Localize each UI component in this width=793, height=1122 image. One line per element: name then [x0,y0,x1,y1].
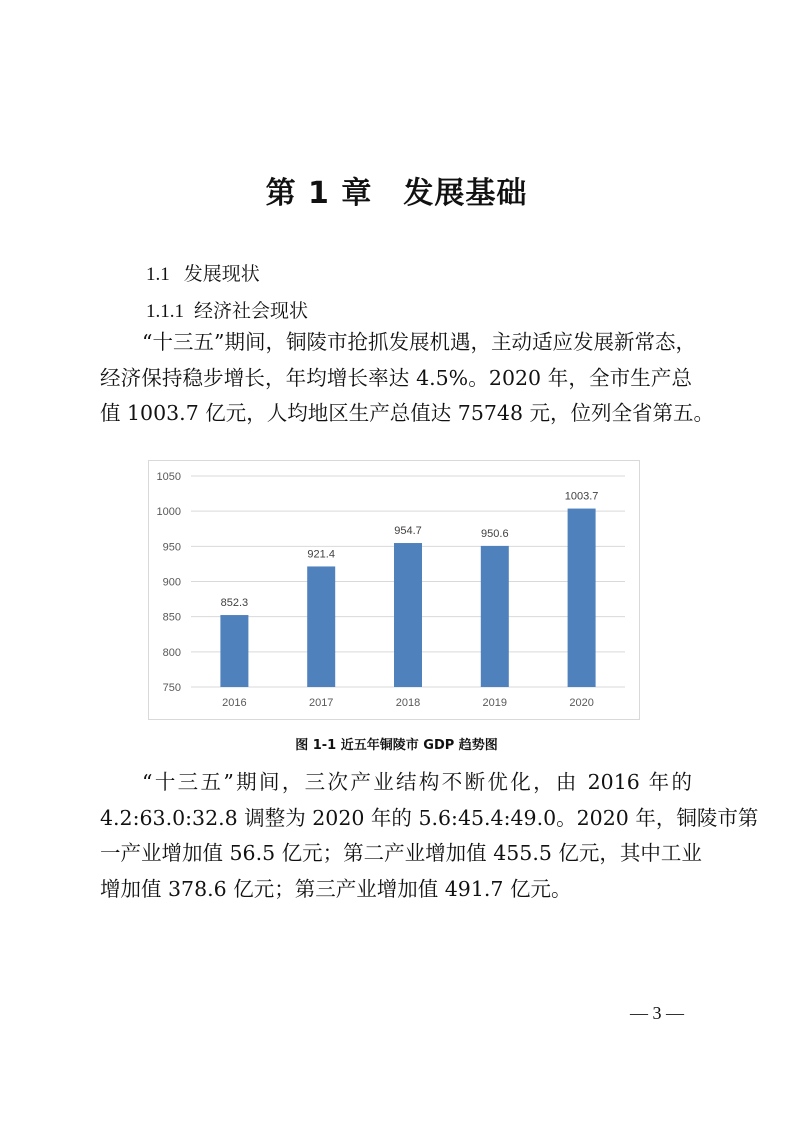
paragraph-line: “十三五”期间，铜陵市抢抓发展机遇，主动适应发展新常态， [142,330,696,354]
subsection-number: 1.1.1 [146,301,184,322]
paragraph-line: 一产业增加值 56.5 亿元；第二产业增加值 455.5 亿元，其中工业 [100,841,702,865]
chart-canvas [149,461,639,719]
data-label: 1003.7 [564,490,599,503]
section-title: 发展现状 [183,263,260,285]
data-label: 950.6 [481,527,509,540]
data-label: 852.3 [220,597,249,610]
data-label: 954.7 [394,525,422,538]
page-number: — 3 — [630,1003,684,1023]
figure-caption: 图 1-1 近五年铜陵市 GDP 趋势图 [295,738,498,753]
paragraph-industry [100,765,759,907]
x-tick-label: 2020 [569,697,594,709]
bar [568,509,596,687]
paragraph-line: 增加值 378.6 亿元；第三产业增加值 491.7 亿元。 [100,876,572,901]
subsection-heading [146,296,308,323]
y-tick-label: 1050 [156,471,181,483]
paragraph-line: “十三五”期间，三次产业结构不断优化，由 2016 年的 [142,770,692,794]
paragraph-line: 值 1003.7 亿元，人均地区生产总值达 75748 元，位列全省第五。 [100,401,715,425]
y-tick-label: 800 [162,646,181,659]
y-tick-label: 850 [162,611,181,624]
data-label: 921.4 [307,548,335,561]
paragraph-line: 经济保持稳步增长，年均增长率达 4.5%。2020 年，全市生产总 [100,365,692,390]
x-tick-label: 2016 [222,697,247,709]
bar [394,543,422,687]
x-tick-label: 2018 [395,697,421,709]
bar [307,566,335,687]
y-tick-label: 950 [162,541,181,554]
section-heading [146,259,260,286]
x-tick-label: 2019 [482,697,508,709]
bar [220,615,248,687]
chapter-title: 第 1 章 发展基础 [265,176,528,211]
y-tick-label: 750 [162,682,181,694]
subsection-title: 经济社会现状 [194,300,309,322]
bar [481,546,509,687]
y-tick-label: 1000 [156,506,181,519]
paragraph-line: 4.2:63.0:32.8 调整为 2020 年的 5.6:45.4:49.0。2020 年，铜陵市第 [100,805,759,830]
paragraph-economy [100,325,715,432]
x-tick-label: 2017 [308,697,334,709]
y-tick-label: 900 [162,576,181,589]
gdp-bar-chart [148,460,640,720]
section-number: 1.1 [146,264,170,285]
